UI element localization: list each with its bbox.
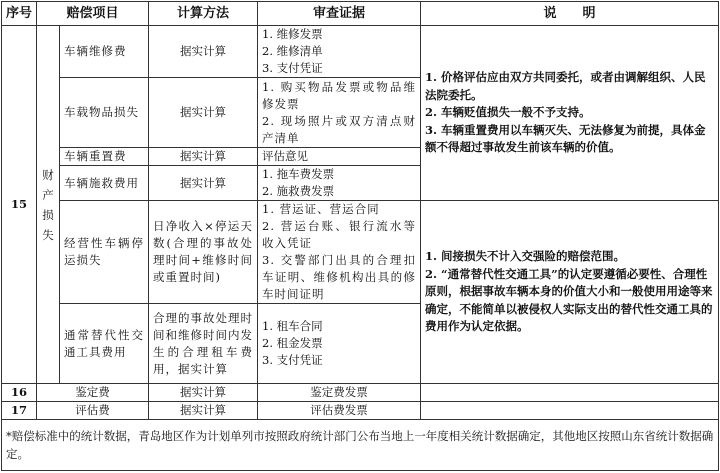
header-evidence: 审查证据 bbox=[258, 2, 421, 26]
category-cell bbox=[37, 26, 60, 384]
method-cell: 据实计算 bbox=[149, 166, 258, 201]
text-line: 1. 价格评估应由双方共同委托，或者由调解组织、人民法院委托。 bbox=[425, 70, 706, 102]
compensation-table bbox=[1, 1, 719, 471]
text-line: 1. 租车合同 bbox=[262, 319, 323, 333]
evidence-cell bbox=[258, 166, 421, 201]
header-item: 赔偿项目 bbox=[37, 2, 149, 26]
header-method: 计算方法 bbox=[149, 2, 258, 26]
method-cell: 据实计算 bbox=[149, 402, 258, 420]
evidence-cell bbox=[258, 26, 421, 78]
item-cell: 鉴定费 bbox=[37, 384, 149, 402]
seq-cell: 17 bbox=[2, 402, 37, 420]
footnote-row bbox=[2, 420, 719, 471]
method-cell: 合理的事故处理时间和维修时间内发生的合理租车费用，据实计算 bbox=[149, 304, 258, 384]
item-cell: 经营性车辆停运损失 bbox=[60, 201, 149, 304]
text-line: 2. 租金发票 bbox=[262, 336, 323, 350]
item-cell: 车辆维修费 bbox=[60, 26, 149, 78]
text-line: 2. 施救费发票 bbox=[262, 184, 335, 198]
method-cell: 据实计算 bbox=[149, 26, 258, 78]
notes-cell bbox=[421, 26, 719, 201]
item-cell: 评估费 bbox=[37, 402, 149, 420]
seq-cell: 15 bbox=[2, 26, 37, 384]
notes-cell bbox=[421, 201, 719, 384]
header-seq: 序号 bbox=[2, 2, 37, 26]
item-cell: 车辆重置费 bbox=[60, 148, 149, 166]
evidence-cell: 鉴定费发票 bbox=[258, 384, 421, 402]
table-row bbox=[2, 402, 719, 420]
item-cell: 车辆施救费用 bbox=[60, 166, 149, 201]
notes-cell bbox=[421, 402, 719, 420]
text-line: 1. 间接损失不计入交强险的赔偿范围。 bbox=[425, 249, 626, 264]
text-line: 2. 营运台账、银行流水等收入凭证 bbox=[262, 219, 417, 250]
header-row bbox=[2, 2, 719, 26]
text-line: 3. 支付凭证 bbox=[262, 353, 323, 367]
table-row bbox=[2, 384, 719, 402]
evidence-cell bbox=[258, 78, 421, 148]
method-cell: 日净收入×停运天数(合理的事故处理时间+维修时间或重置时间) bbox=[149, 201, 258, 304]
footnote: *赔偿标准中的统计数据，青岛地区作为计划单列市按照政府统计部门公布当地上一年度相关统计数据确定，其他地区按照山东省统计数据确定。 bbox=[2, 420, 719, 471]
table-row bbox=[2, 201, 719, 304]
evidence-cell: 评估费发票 bbox=[258, 402, 421, 420]
category-label: 财产损失 bbox=[42, 167, 54, 242]
evidence-cell bbox=[258, 201, 421, 304]
item-cell: 通常替代性交通工具费用 bbox=[60, 304, 149, 384]
text-line: 1. 拖车费发票 bbox=[262, 167, 335, 181]
text-line: 1. 维修发票 bbox=[262, 27, 323, 41]
text-line: 3. 支付凭证 bbox=[262, 61, 323, 75]
text-line: 评估意见 bbox=[262, 149, 309, 163]
text-line: 1. 购买物品发票或物品维修发票 bbox=[262, 79, 417, 111]
header-notes: 说 明 bbox=[421, 2, 719, 26]
method-cell: 据实计算 bbox=[149, 78, 258, 148]
text-line: 3. 交警部门出具的合理扣车证明、维修机构出具的修车时间证明 bbox=[262, 253, 417, 301]
method-cell: 据实计算 bbox=[149, 148, 258, 166]
text-line: 2. “通常替代性交通工具”的认定要遵循必要性、合理性原则，根据事故车辆本身的价值大小和一般使用用途等来确定，不能简单以被侵权人实际支出的替代性交通工具的费用作为认定依据。 bbox=[425, 266, 713, 334]
item-cell: 车载物品损失 bbox=[60, 78, 149, 148]
method-cell: 据实计算 bbox=[149, 384, 258, 402]
text-line: 2. 现场照片或双方清点财产清单 bbox=[262, 113, 417, 145]
table-row bbox=[2, 26, 719, 78]
text-line: 3. 车辆重置费用以车辆灭失、无法修复为前提，具体金额不得超过事故发生前该车辆的价值。 bbox=[425, 122, 706, 155]
evidence-cell bbox=[258, 148, 421, 166]
text-line: 1. 营运证、营运合同 bbox=[262, 202, 380, 216]
text-line: 2. 维修清单 bbox=[262, 44, 323, 58]
seq-cell: 16 bbox=[2, 384, 37, 402]
notes-cell bbox=[421, 384, 719, 402]
text-line: 2. 车辆贬值损失一般不予支持。 bbox=[425, 105, 591, 120]
evidence-cell bbox=[258, 304, 421, 384]
